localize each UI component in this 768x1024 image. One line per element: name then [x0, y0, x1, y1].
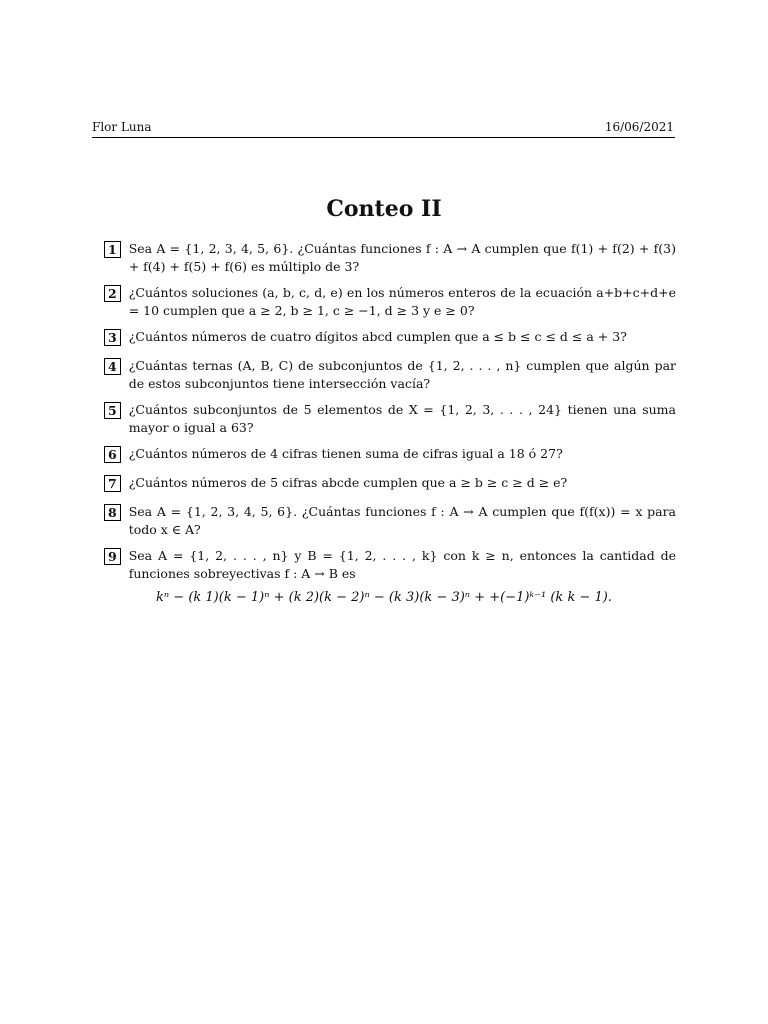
- problem-1: [104, 240, 676, 276]
- problem-text: ¿Cuántas ternas (A, B, C) de subconjuntos de {1, 2, . . . , n} cumplen que algún par de estos subconjuntos tiene intersección vacía?: [128, 358, 676, 391]
- problem-8: [104, 503, 676, 539]
- problem-text: ¿Cuántos soluciones (a, b, c, d, e) en los números enteros de la ecuación a+b+c+d+e = 10 cumplen que a ≥ 2, b ≥ 1, c ≥ −1, d ≥ 3 y e ≥ 0?: [128, 285, 676, 318]
- problem-7: [104, 474, 676, 492]
- problem-4: [104, 357, 676, 393]
- problem-text: ¿Cuántos números de 5 cifras abcde cumplen que a ≥ b ≥ c ≥ d ≥ e?: [128, 475, 568, 490]
- problem-9: [104, 547, 676, 583]
- problem-5: [104, 401, 676, 437]
- page-header: [92, 120, 674, 134]
- problem-number: 3: [104, 329, 121, 346]
- problem-text: ¿Cuántos números de 4 cifras tienen suma de cifras igual a 18 ó 27?: [128, 446, 563, 461]
- problem-number: 7: [104, 475, 121, 492]
- problem-number: 8: [104, 504, 121, 521]
- date: 16/06/2021: [604, 120, 674, 134]
- problem-text: Sea A = {1, 2, 3, 4, 5, 6}. ¿Cuántas funciones f : A → A cumplen que f(f(x)) = x para todo x ∈ A?: [128, 504, 676, 537]
- problem-6: [104, 445, 676, 463]
- problem-text: ¿Cuántos subconjuntos de 5 elementos de X = {1, 2, 3, . . . , 24} tienen una suma mayor o igual a 63?: [128, 402, 676, 435]
- problem-text: ¿Cuántos números de cuatro dígitos abcd cumplen que a ≤ b ≤ c ≤ d ≤ a + 3?: [128, 329, 627, 344]
- problem-number: 4: [104, 358, 121, 375]
- formula: kⁿ − (k 1)(k − 1)ⁿ + (k 2)(k − 2)ⁿ − (k 3)(k − 3)ⁿ + +(−1)ᵏ⁻¹ (k k − 1).: [156, 590, 612, 605]
- problem-number: 2: [104, 285, 121, 302]
- problem-number: 6: [104, 446, 121, 463]
- problem-number: 5: [104, 402, 121, 419]
- problem-2: [104, 284, 676, 320]
- problem-text: Sea A = {1, 2, . . . , n} y B = {1, 2, . . . , k} con k ≥ n, entonces la cantidad de funciones sobreyectivas f : A → B es: [128, 548, 676, 581]
- author-name: Flor Luna: [92, 120, 152, 134]
- problem-number: 9: [104, 548, 121, 565]
- page-title: Conteo II: [326, 196, 442, 222]
- problem-3: [104, 328, 676, 346]
- problem-text: Sea A = {1, 2, 3, 4, 5, 6}. ¿Cuántas funciones f : A → A cumplen que f(1) + f(2) + f(3) + f(4) + f(5) + f(6) es múltiplo de 3?: [128, 241, 676, 274]
- header-rule: [92, 137, 675, 138]
- problem-number: 1: [104, 241, 121, 258]
